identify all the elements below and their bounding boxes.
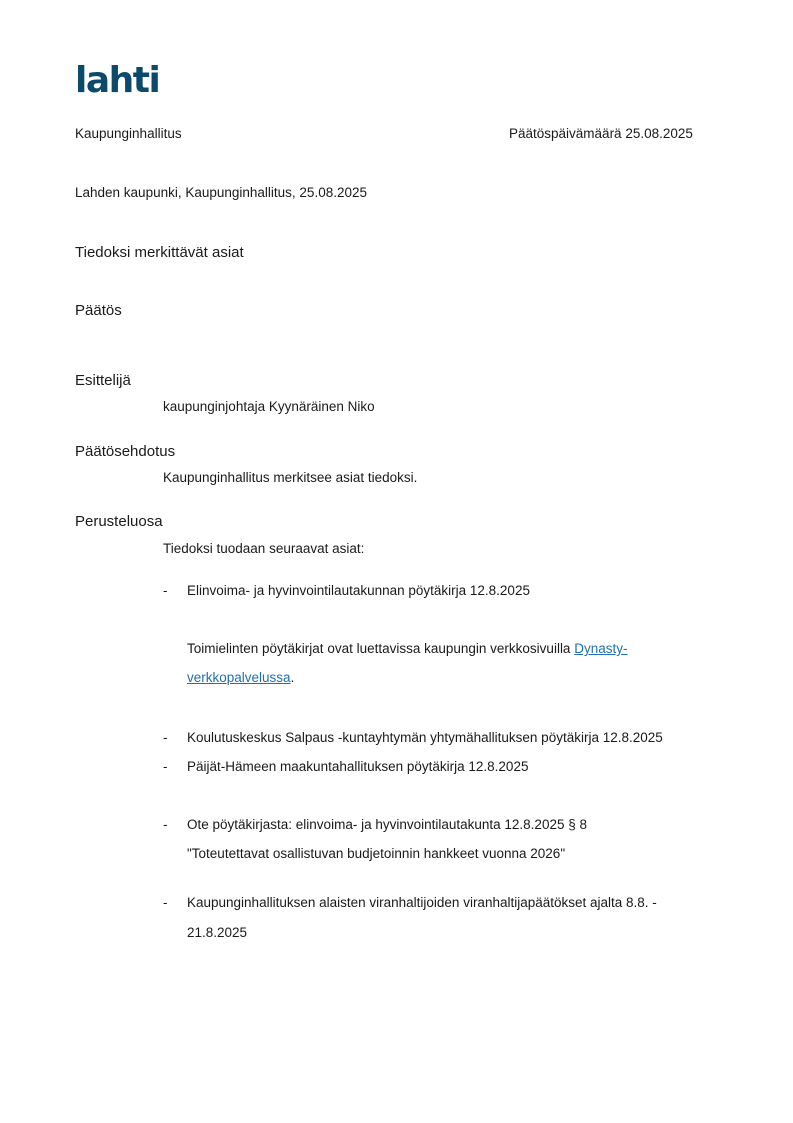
dynasty-link[interactable]: Dynasty- [574,641,628,656]
list-item: Päijät-Hämeen maakuntahallituksen pöytäkirja 12.8.2025 [187,759,529,774]
presenter-heading: Esittelijä [75,372,131,389]
note-paragraph [187,641,627,656]
list-item-continuation: "Toteutettavat osallistuvan budjetoinnin hankkeet vuonna 2026" [187,846,566,861]
meeting-line: Lahden kaupunki, Kaupunginhallitus, 25.08.2025 [75,185,367,200]
dynasty-link-continued[interactable]: verkkopalvelussa [187,670,291,685]
reasoning-heading: Perusteluosa [75,513,163,530]
list-item: Kaupunginhallituksen alaisten viranhaltijoiden viranhaltijapäätökset ajalta 8.8. - [187,895,657,910]
list-item: Ote pöytäkirjasta: elinvoima- ja hyvinvointilautakunta 12.8.2025 § 8 [187,817,587,832]
list-item: Elinvoima- ja hyvinvointilautakunnan pöytäkirja 12.8.2025 [187,583,530,598]
bullet-dash: - [163,817,168,832]
list-item-continuation: 21.8.2025 [187,925,248,940]
decision-heading: Päätös [75,302,122,319]
bullet-dash: - [163,895,168,910]
reasoning-intro: Tiedoksi tuodaan seuraavat asiat: [163,541,365,556]
bullet-dash: - [163,583,168,598]
page-title: Tiedoksi merkittävät asiat [75,244,244,261]
note-paragraph-line2 [187,670,294,685]
note-end: . [290,670,295,685]
bullet-dash: - [163,730,168,745]
lahti-logo: lahti [75,60,160,101]
list-item: Koulutuskeskus Salpaus -kuntayhtymän yhtymähallituksen pöytäkirja 12.8.2025 [187,730,663,745]
proposal-text: Kaupunginhallitus merkitsee asiat tiedoksi. [163,470,418,485]
header-decision-date: Päätöspäivämäärä 25.08.2025 [509,126,693,141]
presenter-name: kaupunginjohtaja Kyynäräinen Niko [163,399,375,414]
bullet-dash: - [163,759,168,774]
note-text: Toimielinten pöytäkirjat ovat luettavissa kaupungin verkkosivuilla [187,641,575,656]
proposal-heading: Päätösehdotus [75,443,176,460]
header-body-name: Kaupunginhallitus [75,126,182,141]
